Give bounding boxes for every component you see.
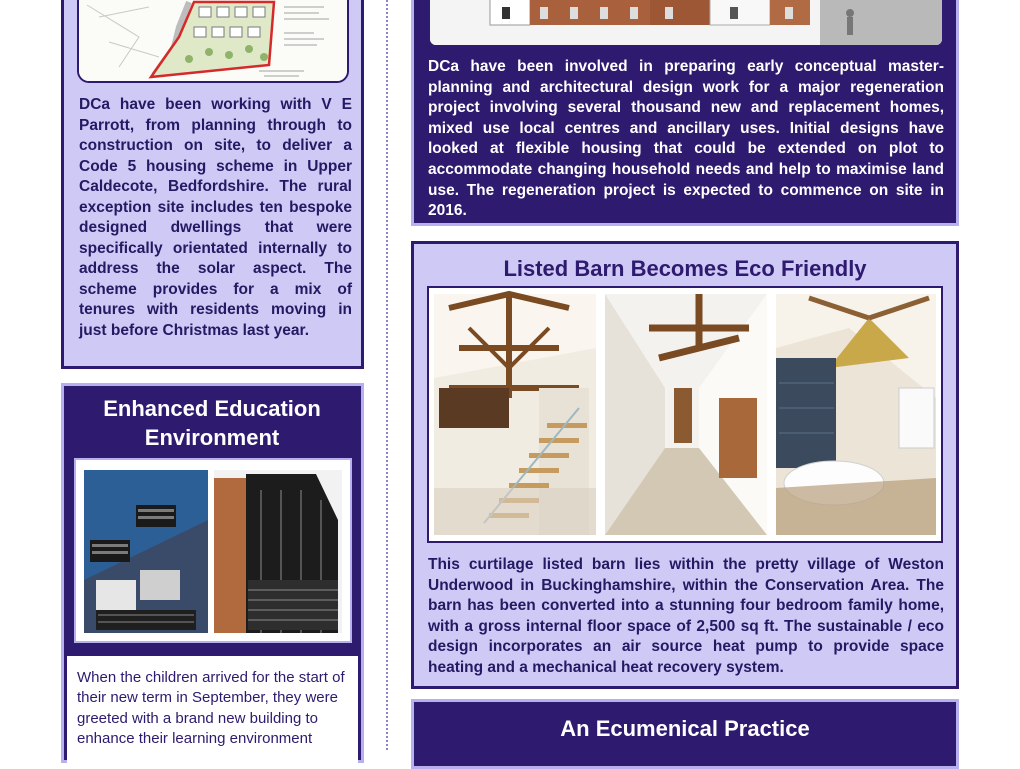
- education-title: Enhanced Education Environment: [103, 396, 321, 450]
- education-text: When the children arrived for the start of their new term in September, they were greeted with a brand new building to enhance their learning environment: [77, 669, 345, 747]
- barn-text: This curtilage listed barn lies within the pretty village of Weston Underwood in Buckinghamshire, within the Conservation Area. The barn has been converted into a stunning four bedroom family home, with a gross internal floor space of 2,500 sq ft. The sustainable / eco design incorporates an air source heat pump to provide space heating and a mechanical heat recovery system.: [428, 556, 944, 676]
- barn-photo-frame: [427, 286, 943, 543]
- regeneration-text: DCa have been involved in preparing early conceptual master-planning and architectural design work for a major regeneration project involving several thousand new and replacement homes, mixed use local centres and ancillary uses. Initial designs have looked at flexible housing that could be extended on plot to accommodate changing household needs and help to maximise land use. The regeneration project is expected to commence on site in 2016.: [428, 58, 944, 220]
- education-photo-frame: [74, 458, 352, 643]
- housing-scheme-text: DCa have been working with V E Parrott, from planning through to construction on site, to deliver a Code 5 housing scheme in Upper Caldecote, Bedfordshire. The rural exception site includes ten bespoke designed dwellings that were specifically orientated internally to address the solar aspect. The scheme provides for a mix of tenures with residents moving in just before Christmas last year.: [79, 96, 352, 339]
- barn-photos: [429, 288, 941, 541]
- column-divider: [386, 0, 388, 750]
- education-photos: [76, 460, 350, 641]
- education-panel: [61, 383, 364, 763]
- site-plan-frame: [77, 0, 349, 83]
- ecumenical-title: An Ecumenical Practice: [560, 716, 810, 741]
- barn-title: Listed Barn Becomes Eco Friendly: [503, 256, 867, 281]
- ecumenical-panel: [411, 699, 959, 769]
- regeneration-photo-frame: [430, 0, 942, 45]
- regeneration-photo: [430, 0, 942, 45]
- barn-panel: [411, 241, 959, 689]
- housing-scheme-panel: [61, 0, 364, 369]
- regeneration-panel: [411, 0, 959, 226]
- site-plan-image: [79, 0, 349, 83]
